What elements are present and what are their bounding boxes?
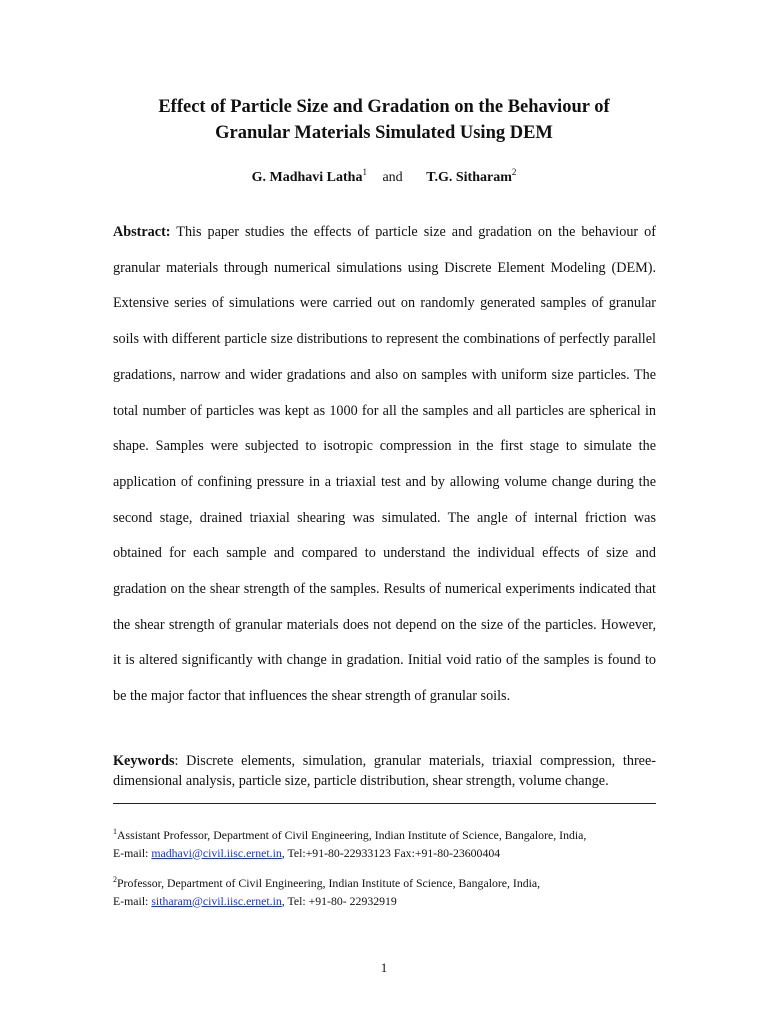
author-conjunction: and [382, 170, 403, 185]
footnote-2-email-prefix: E-mail: [113, 893, 152, 908]
footnote-1-email-link[interactable]: madhavi@civil.iisc.ernet.in [151, 845, 282, 860]
footnote-1-mark: 1 [113, 827, 117, 836]
author-name-2: T.G. Sitharam [426, 170, 512, 185]
keywords-text: : Discrete elements, simulation, granular materials, triaxial compression, three-dimensional analysis, particle size, particle distribution, shear strength, volume change. [113, 753, 656, 789]
footnote-2-mark: 2 [113, 875, 117, 884]
footnote-divider [113, 803, 656, 804]
footnote-2 [113, 871, 673, 910]
title-line-1: Effect of Particle Size and Gradation on the Behaviour of [158, 97, 610, 117]
author-list [0, 163, 768, 187]
footnote-2-affiliation: Professor, Department of Civil Engineering, Indian Institute of Science, Bangalore, India, [117, 876, 541, 890]
author-affiliation-mark-1: 1 [362, 167, 367, 177]
paper-title [90, 94, 678, 146]
footnote-1 [113, 823, 673, 862]
footnote-1-email-prefix: E-mail: [113, 845, 152, 860]
author-affiliation-mark-2: 2 [511, 167, 517, 177]
abstract-label: Abstract: [113, 224, 171, 240]
footnote-2-email-link[interactable]: sitharam@civil.iisc.ernet.in [151, 893, 282, 908]
abstract-paragraph [113, 215, 656, 715]
footnote-1-contact: , Tel:+91-80-22933123 Fax:+91-80-23600404 [281, 845, 501, 860]
page-number: 1 [380, 960, 388, 975]
keywords-label: Keywords [113, 753, 175, 769]
author-name-1: G. Madhavi Latha [251, 170, 363, 185]
title-line-2: Granular Materials Simulated Using DEM [215, 123, 553, 143]
footnote-1-affiliation: Assistant Professor, Department of Civil Engineering, Indian Institute of Science, Bangalore, India, [117, 828, 587, 842]
keywords-paragraph [113, 751, 656, 791]
footnote-2-contact: , Tel: +91-80- 22932919 [281, 893, 397, 908]
abstract-text: This paper studies the effects of particle size and gradation on the behaviour of granular materials through numerical simulations using Discrete Element Modeling (DEM). Extensive series of simulations were carried out on randomly generated samples of granular soils with different particle size distributions to represent the combinations of perfectly parallel gradations, narrow and wider gradations and also on samples with uniform size particles. The total number of particles was kept as 1000 for all the samples and all particles are spherical in shape. Samples were subjected to isotropic compression in the first stage to simulate the application of confining pressure in a triaxial test and by allowing volume change during the second stage, drained triaxial shearing was simulated. The angle of internal friction was obtained for each sample and compared to understand the individual effects of size and gradation on the shear strength of the samples. Results of numerical experiments indicated that the shear strength of granular materials does not depend on the size of the particles. However, it is altered significantly with change in gradation. Initial void ratio of the samples is found to be the major factor that influences the shear strength of granular soils. [113, 224, 656, 705]
